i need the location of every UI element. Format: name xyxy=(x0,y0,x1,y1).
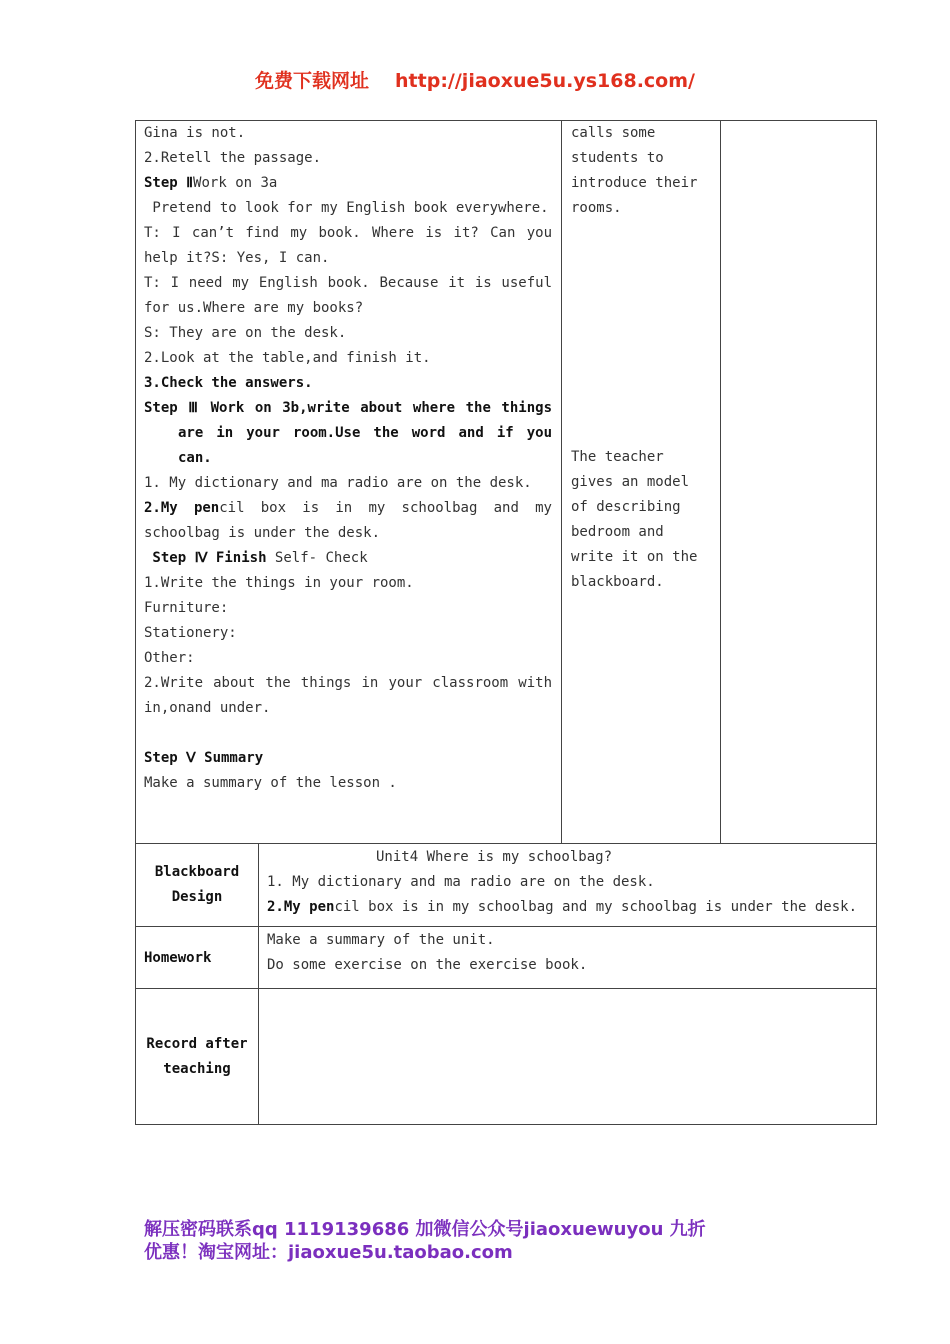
activity-line: The teacher xyxy=(571,449,664,465)
homework-line: Make a summary of the unit. xyxy=(267,932,495,948)
footer-line[interactable]: 优惠！淘宝网址：jiaoxue5u.taobao.com xyxy=(144,1242,513,1263)
activity-line: students to xyxy=(571,150,664,166)
blackboard-line: 1. My dictionary and ma radio are on the desk. xyxy=(267,874,655,890)
procedure-line: Furniture: xyxy=(144,600,229,616)
homework-label: Homework xyxy=(144,950,212,966)
procedure-line: Pretend to look for my English book everywhere. xyxy=(144,200,549,216)
activity-line: blackboard. xyxy=(571,574,664,590)
procedure-line: schoolbag is under the desk. xyxy=(144,525,381,541)
activity-line: calls some xyxy=(571,125,656,141)
procedure-line: 2.Retell the passage. xyxy=(144,150,322,166)
procedure-line: 1.Write the things in your room. xyxy=(144,575,414,591)
procedure-line: Other: xyxy=(144,650,195,666)
table-border xyxy=(135,926,877,927)
activity-line: bedroom and xyxy=(571,524,664,540)
blackboard-label: Blackboard Design xyxy=(154,864,240,905)
procedure-line: in,onand under. xyxy=(144,700,271,716)
table-border xyxy=(135,843,877,844)
blackboard-line: 2.My pencil box is in my schoolbag and my schoolbag is under the desk. xyxy=(267,899,858,915)
header-label: 免费下载网址 xyxy=(255,70,370,92)
teacher-activity-cell xyxy=(571,121,717,221)
procedure-line: Gina is not. xyxy=(144,125,246,141)
procedure-line: 2.Look at the table,and finish it. xyxy=(144,350,431,366)
homework-content xyxy=(267,928,867,978)
table-border xyxy=(720,120,721,843)
record-content[interactable] xyxy=(259,989,876,1124)
procedure-line: Make a summary of the lesson . xyxy=(144,775,397,791)
homework-line: Do some exercise on the exercise book. xyxy=(267,957,588,973)
blackboard-content xyxy=(267,845,872,920)
procedure-line: 3.Check the answers. xyxy=(144,375,313,391)
header-url[interactable]: http://jiaoxue5u.ys168.com/ xyxy=(395,70,695,92)
footer-promo xyxy=(144,1218,804,1264)
procedure-line: 2.Write about the things in your classroom with xyxy=(144,675,552,691)
procedure-line: for us.Where are my books? xyxy=(144,300,364,316)
procedure-line: Stationery: xyxy=(144,625,237,641)
footer-line: 解压密码联系qq 1119139686 加微信公众号jiaoxuewuyou 九折 xyxy=(144,1219,706,1240)
table-border xyxy=(561,120,562,843)
procedure-line: are in your room.Use the word and if you xyxy=(178,425,552,441)
step-heading: Step ⅡWork on 3a xyxy=(144,175,278,191)
procedure-line: can. xyxy=(178,450,212,466)
activity-line: gives an model xyxy=(571,474,690,490)
activity-line: write it on the xyxy=(571,549,698,565)
step-heading: Step Ⅳ Finish Self- Check xyxy=(144,550,368,566)
procedure-line: 2.My pencil box is in my schoolbag and my xyxy=(144,500,552,516)
procedure-cell xyxy=(144,121,552,796)
header-banner xyxy=(0,66,950,93)
procedure-line: T: I need my English book. Because it is useful xyxy=(144,275,552,291)
table-border xyxy=(876,120,877,1125)
teacher-activity-cell-2 xyxy=(571,445,717,595)
table-border xyxy=(135,120,136,1125)
step-heading: Step Ⅲ Work on 3b,write about where the things xyxy=(144,400,552,416)
blank-line xyxy=(144,721,552,746)
record-label: Record after teaching xyxy=(146,1036,248,1077)
table-border xyxy=(135,1124,877,1125)
procedure-line: S: They are on the desk. xyxy=(144,325,347,341)
blackboard-title: Unit4 Where is my schoolbag? xyxy=(376,849,613,865)
procedure-line: 1. My dictionary and ma radio are on the desk. xyxy=(144,475,532,491)
activity-line: introduce their xyxy=(571,175,698,191)
activity-line: of describing xyxy=(571,499,681,515)
procedure-line: help it?S: Yes, I can. xyxy=(144,250,330,266)
activity-line: rooms. xyxy=(571,200,622,216)
procedure-line: T: I can’t find my book. Where is it? Can you xyxy=(144,225,552,241)
step-heading: Step Ⅴ Summary xyxy=(144,750,264,766)
